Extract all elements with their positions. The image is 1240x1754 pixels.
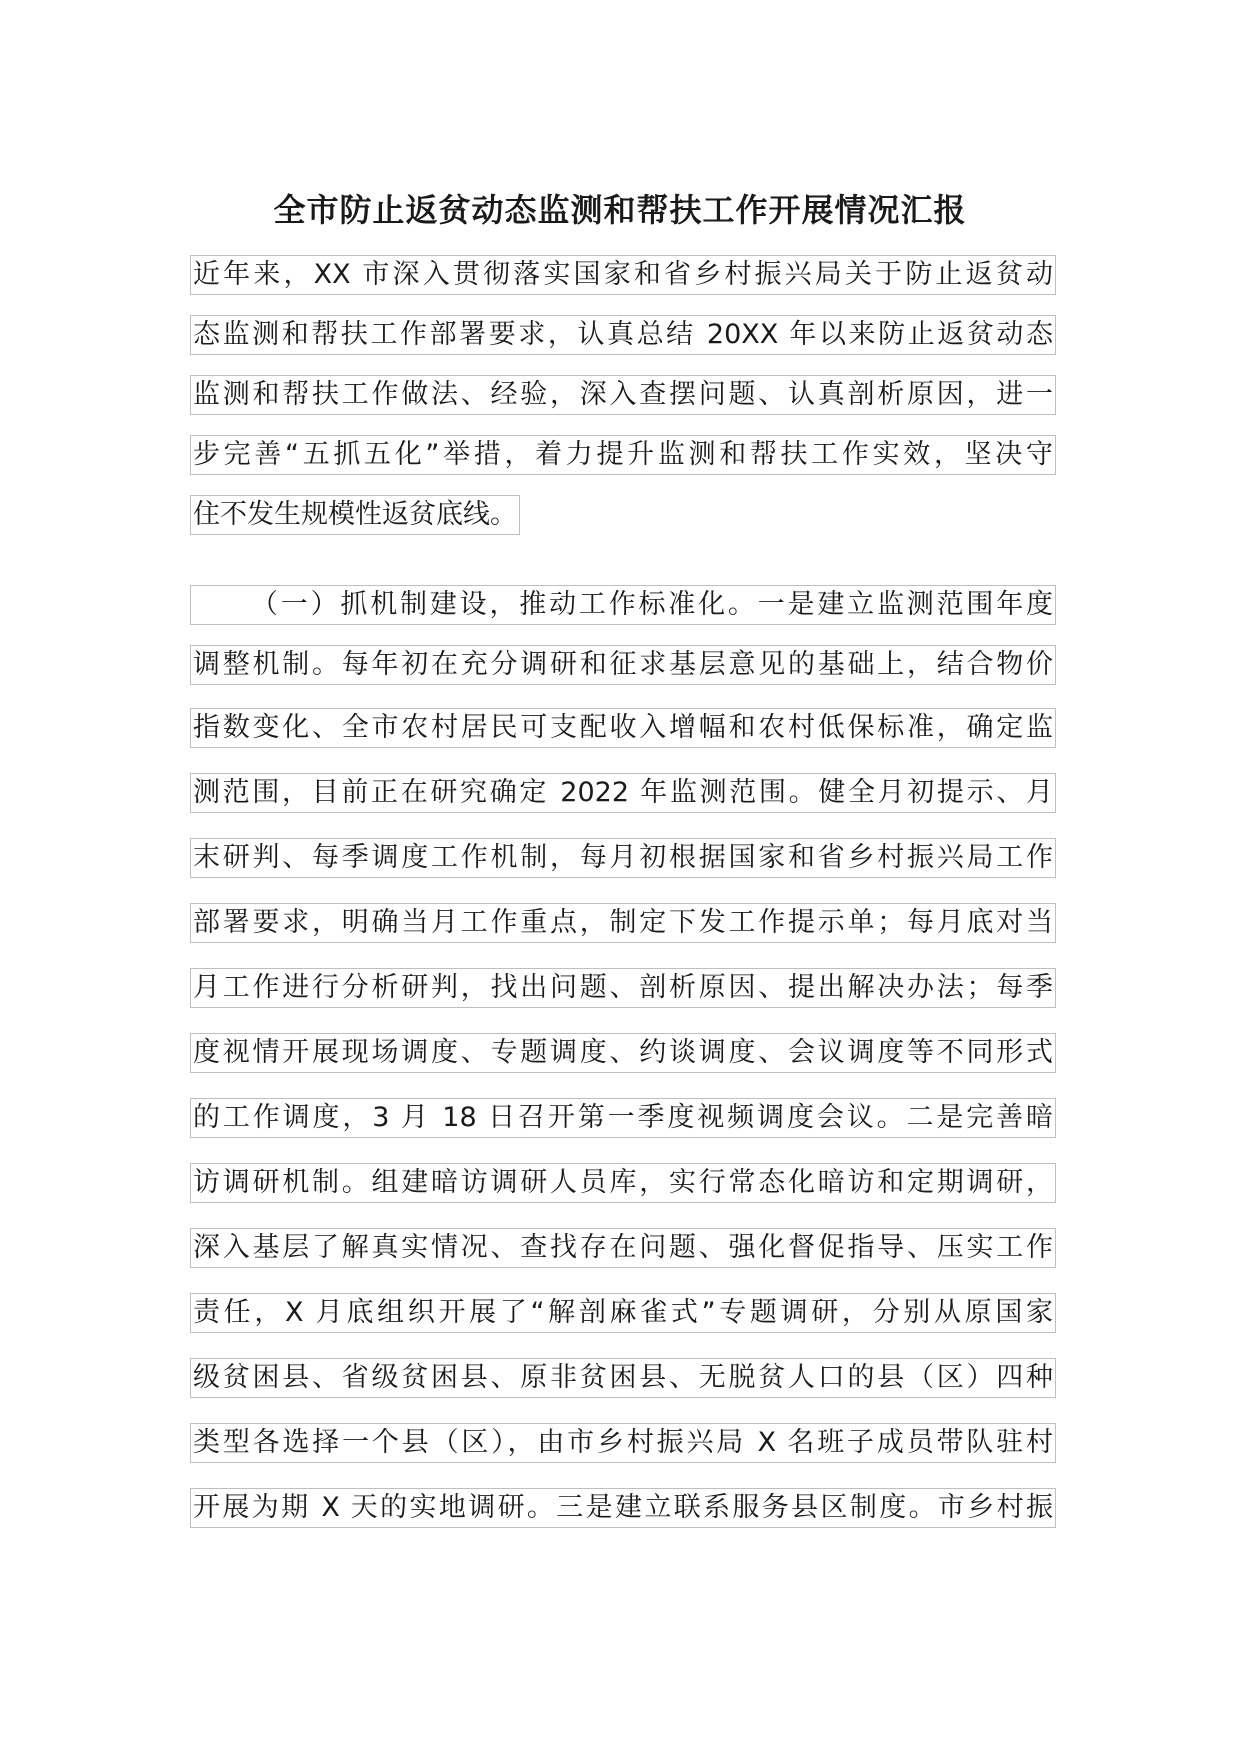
text-line: 步完善“五抓五化”举措，着力提升监测和帮扶工作实效，坚决守: [190, 435, 1056, 475]
text-line: 度视情开展现场调度、专题调度、约谈调度、会议调度等不同形式: [190, 1033, 1056, 1073]
text-line: 态监测和帮扶工作部署要求，认真总结 20XX 年以来防止返贫动态: [190, 315, 1056, 355]
text-line: 指数变化、全市农村居民可支配收入增幅和农村低保标准，确定监: [190, 708, 1056, 748]
text-line: 访调研机制。组建暗访调研人员库，实行常态化暗访和定期调研，: [190, 1163, 1056, 1203]
text-line: 类型各选择一个县（区），由市乡村振兴局 X 名班子成员带队驻村: [190, 1423, 1056, 1463]
text-line: 月工作进行分析研判，找出问题、剖析原因、提出解决办法；每季: [190, 968, 1056, 1008]
text-line: 调整机制。每年初在充分调研和征求基层意见的基础上，结合物价: [190, 645, 1056, 685]
text-line: 责任，X 月底组织开展了“解剖麻雀式”专题调研，分别从原国家: [190, 1293, 1056, 1333]
document-title: 全市防止返贫动态监测和帮扶工作开展情况汇报: [273, 191, 967, 229]
text-line: 住不发生规模性返贫底线。: [190, 495, 520, 535]
text-line: 的工作调度，3 月 18 日召开第一季度视频调度会议。二是完善暗: [190, 1098, 1056, 1138]
text-line: 监测和帮扶工作做法、经验，深入查摆问题、认真剖析原因，进一: [190, 375, 1056, 415]
text-line: 近年来，XX 市深入贯彻落实国家和省乡村振兴局关于防止返贫动: [190, 255, 1056, 295]
text-line: 末研判、每季调度工作机制，每月初根据国家和省乡村振兴局工作: [190, 838, 1056, 878]
text-line: 测范围，目前正在研究确定 2022 年监测范围。健全月初提示、月: [190, 773, 1056, 813]
text-line: 深入基层了解真实情况、查找存在问题、强化督促指导、压实工作: [190, 1228, 1056, 1268]
text-line: 级贫困县、省级贫困县、原非贫困县、无脱贫人口的县（区）四种: [190, 1358, 1056, 1398]
text-line: 开展为期 X 天的实地调研。三是建立联系服务县区制度。市乡村振: [190, 1488, 1056, 1528]
text-line: 部署要求，明确当月工作重点，制定下发工作提示单；每月底对当: [190, 903, 1056, 943]
text-line: （一）抓机制建设，推动工作标准化。一是建立监测范围年度: [190, 585, 1056, 625]
